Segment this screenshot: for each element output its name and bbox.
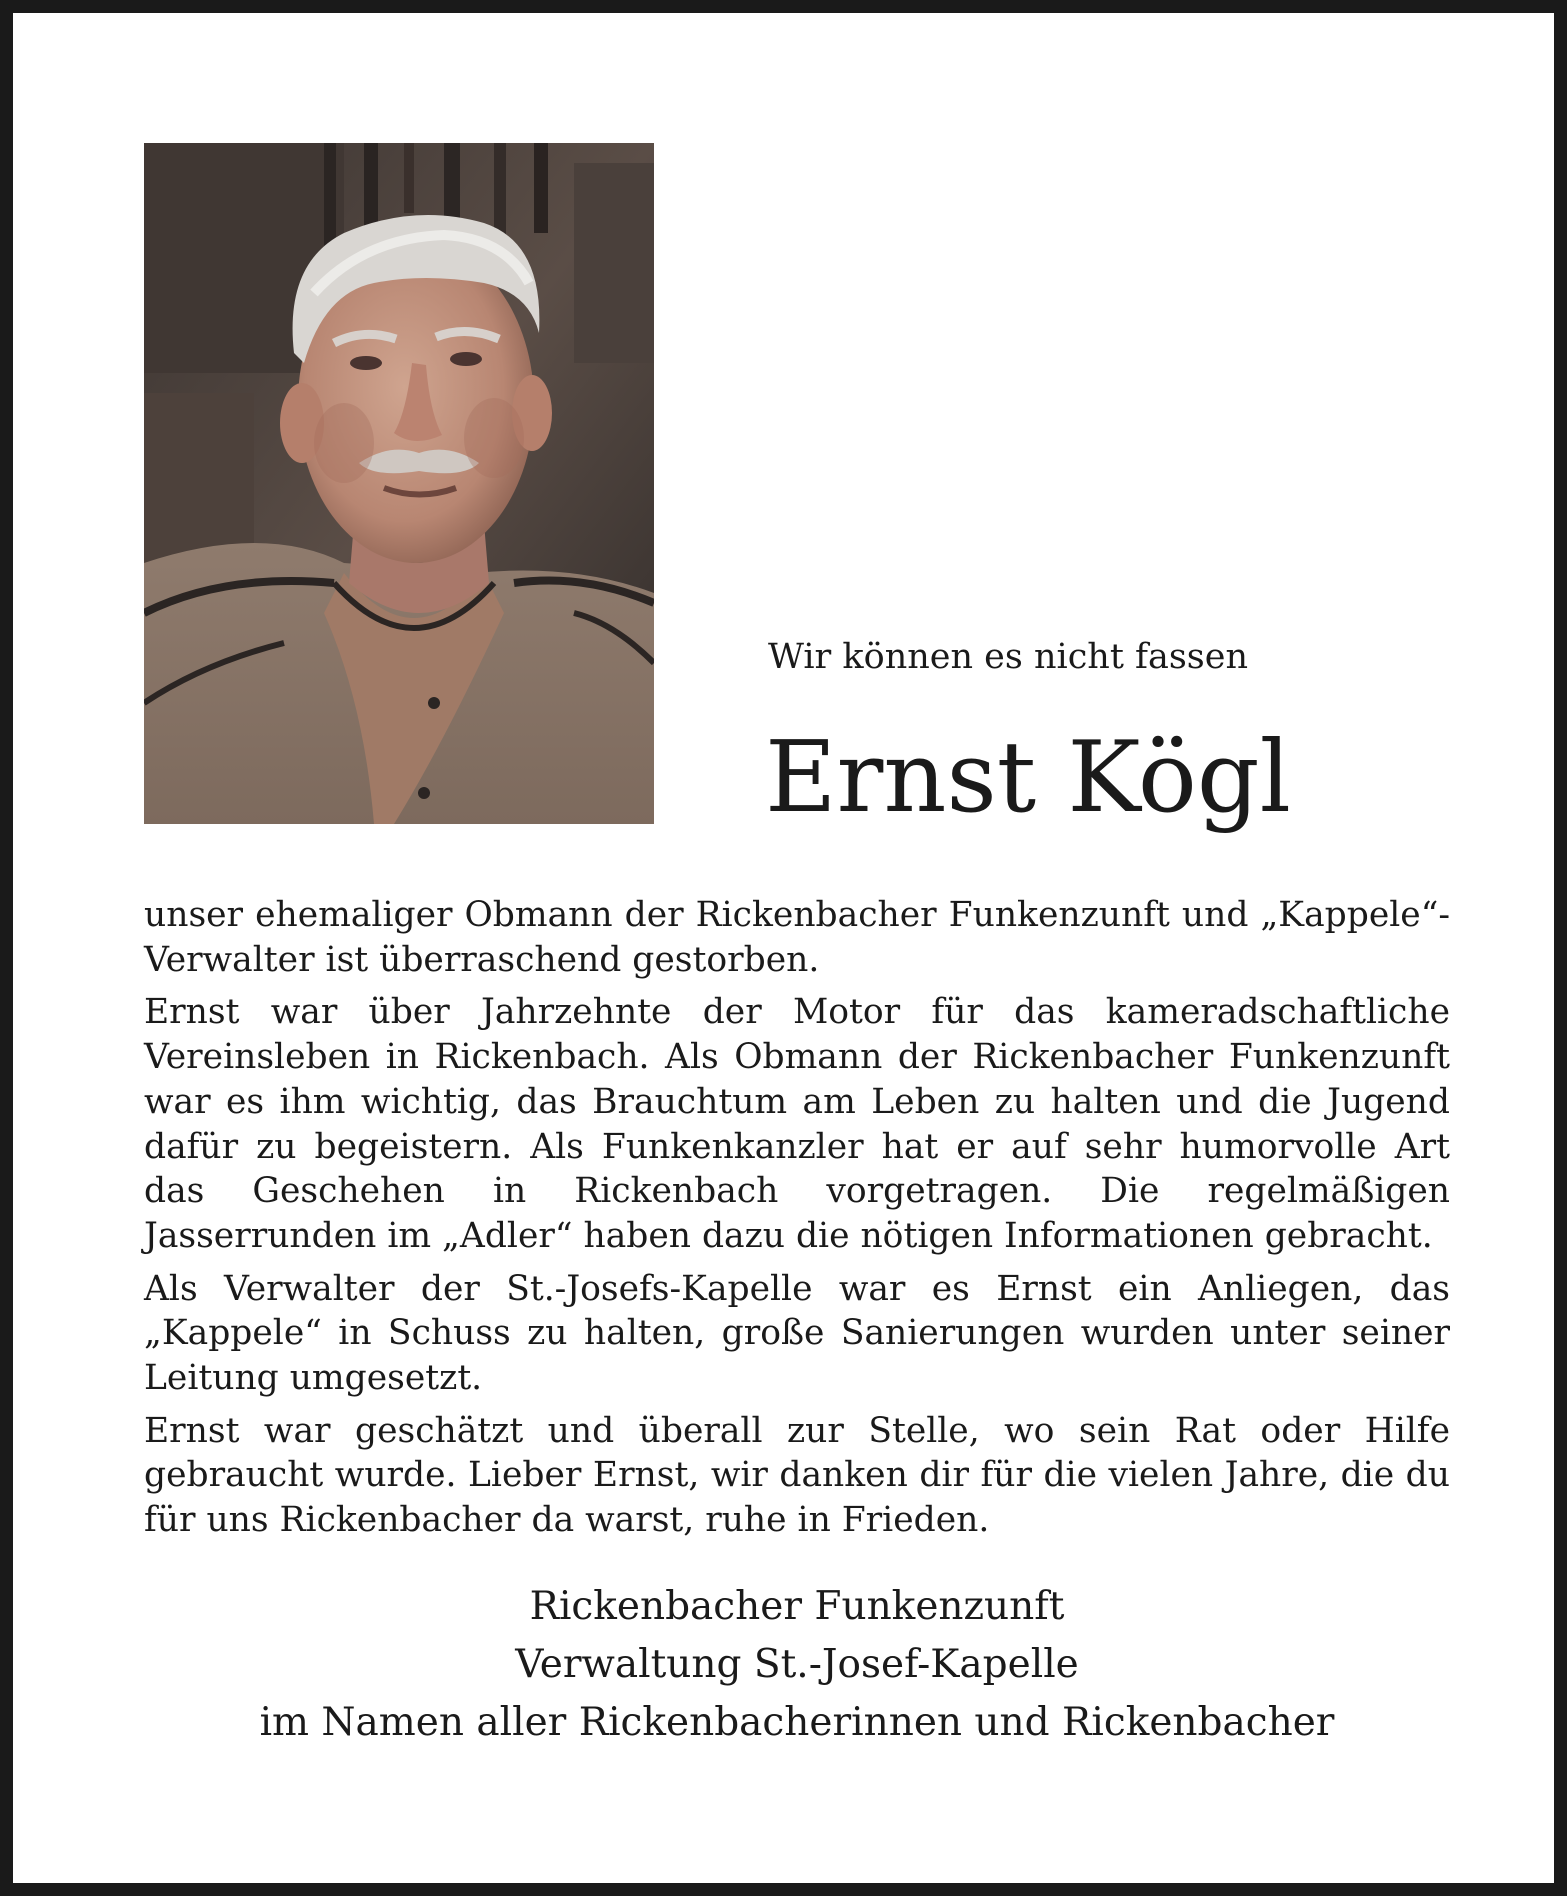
signature-line: Verwaltung St.-Josef-Kapelle (515, 1642, 1079, 1687)
obituary-text (144, 893, 1450, 1551)
signature-block (144, 1578, 1450, 1752)
deceased-name: Ernst Kögl (765, 721, 1291, 835)
signature-line: im Namen aller Rickenbacherinnen und Rickenbacher (259, 1700, 1335, 1745)
paragraph: unser ehemaliger Obmann der Rickenbacher Funkenzunft und „Kappele“-Verwalter ist überraschend gestorben. (144, 895, 1450, 980)
signature-line: Rickenbacher Funkenzunft (529, 1584, 1065, 1629)
paragraph: Als Verwalter der St.-Josefs-Kapelle war es Ernst ein Anliegen, das „Kappele“ in Schuss zu halten, große Sanierungen wurden unter seiner Leitung umgesetzt. (144, 1268, 1450, 1399)
paragraph: Ernst war über Jahrzehnte der Motor für das kameradschaftliche Vereinsleben in Rickenbach. Als Obmann der Rickenbacher Funkenzunft war es ihm wichtig, das Brauchtum am Leben zu halten und die Jugend dafür zu begeistern. Als Funkenkanzler hat er auf sehr humorvolle Art das Geschehen in Rickenbach vorgetragen. Die regelmäßigen Jasserrunden im „Adler“ haben dazu die nötigen Informationen gebracht. (144, 992, 1450, 1256)
portrait-photo (144, 143, 654, 824)
tagline: Wir können es nicht fassen (768, 637, 1249, 677)
paragraph: Ernst war geschätzt und überall zur Stelle, wo sein Rat oder Hilfe gebraucht wurde. Lieber Ernst, wir danken dir für die vielen Jahre, die du für uns Rickenbacher da warst, ruhe in Frieden. (144, 1410, 1450, 1541)
